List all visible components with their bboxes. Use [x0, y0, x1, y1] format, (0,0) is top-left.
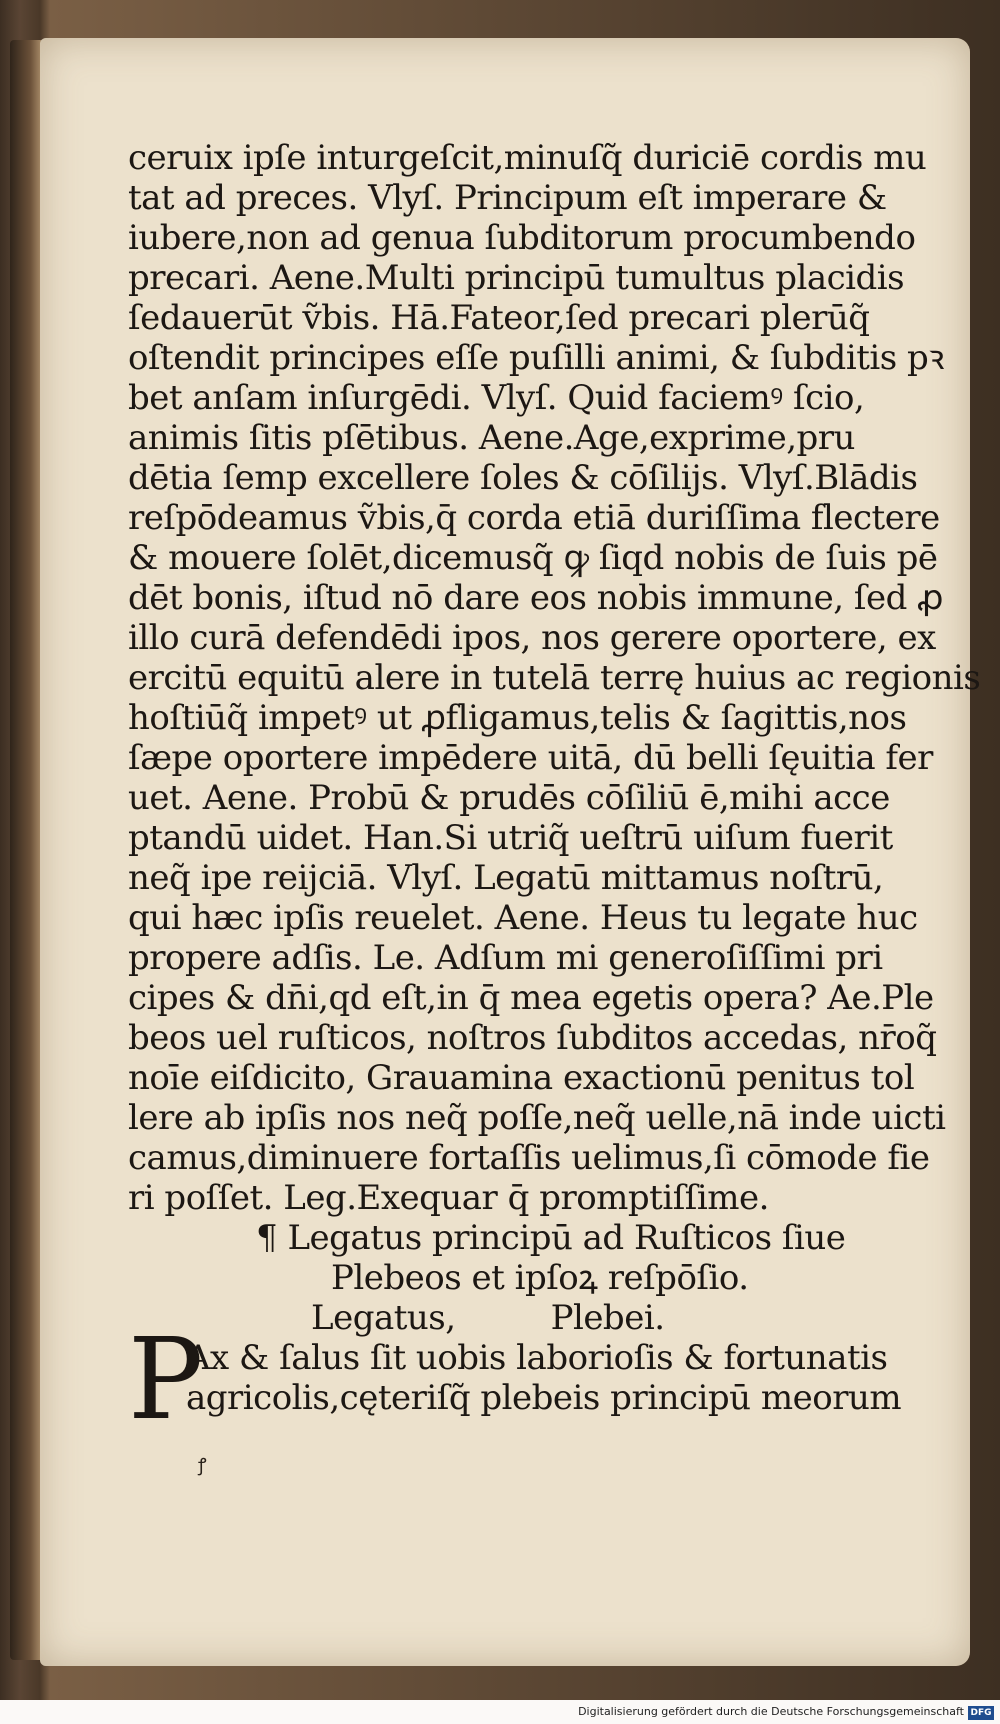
text-line: ſæpe oportere impēdere uitā, dū belli ſęuitia fer: [128, 738, 933, 778]
text-line: oſtendit principes eſſe puſilli animi, & ſubditis pꝛ: [128, 338, 944, 378]
drop-cap-initial: P: [128, 1315, 203, 1445]
section-heading-line-1: ¶ Legatus principū ad Ruſticos ſiue: [256, 1218, 846, 1258]
text-line: ercitū equitū alere in tutelā terrę huius ac regionis: [128, 658, 981, 698]
text-line: lere ab ipſis nos neq̃ poſſe,neq̃ uelle,nā inde uicti: [128, 1098, 946, 1138]
text-line: reſpōdeamus ṽbis,q̄ corda etiā duriſſima flectere: [128, 498, 940, 538]
text-line: beos uel ruſticos, noſtros ſubditos accedas, nr̄oq̃: [128, 1018, 937, 1058]
text-line: Ax & ſalus ſit uobis laborioſis & fortunatis: [186, 1338, 888, 1378]
text-line: cipes & dn̄i,qd eſt,in q̄ mea egetis opera? Ae.Ple: [128, 978, 934, 1018]
text-line: noīe eiſdicito, Grauamina exactionū penitus tol: [128, 1058, 915, 1098]
text-line: dētia ſemp excellere ſoles & cōſilijs. Vlyſ.Blādis: [128, 458, 918, 498]
funding-credit: Digitalisierung gefördert durch die Deutsche Forschungsgemeinschaft: [578, 1705, 964, 1718]
footer-bar: [0, 1700, 1000, 1724]
text-line: & mouere ſolēt,dicemusq̃ ꝙ ſiqd nobis de ſuis pē: [128, 538, 938, 578]
text-line: dēt bonis, iſtud nō dare eos nobis immune, ſed ꝓ: [128, 578, 944, 618]
text-line: agricolis,cęteriſq̃ plebeis principū meorum: [186, 1378, 902, 1418]
text-line: bet anſam inſurgēdi. Vlyſ. Quid faciemꝰ ſcio,: [128, 378, 865, 418]
text-line: ceruix ipſe inturgeſcit,minuſq̃ duriciē cordis mu: [128, 138, 927, 178]
speaker-legatus: Legatus,: [311, 1298, 456, 1338]
text-line: tat ad preces. Vlyſ. Principum eſt imperare &: [128, 178, 887, 218]
dfg-logo: DFG: [968, 1706, 994, 1720]
text-line: camus,diminuere fortaſſis uelimus,ſi cōmode fie: [128, 1138, 930, 1178]
text-line: qui hæc ipſis reuelet. Aene. Heus tu legate huc: [128, 898, 918, 938]
speaker-labels: [128, 1298, 928, 1338]
text-line: illo curā defendēdi ipos, nos gerere oportere, ex: [128, 618, 936, 658]
text-line: propere adſis. Le. Adſum mi generoſiſſimi pri: [128, 938, 883, 978]
text-line: uet. Aene. Probū & prudēs cōſiliū ē,mihi acce: [128, 778, 890, 818]
section-heading-line-2: Plebeos et ipſoꝝ reſpōſio.: [331, 1258, 749, 1298]
book-spine: [10, 40, 44, 1660]
speaker-plebei: Plebei.: [550, 1298, 665, 1338]
text-line: iubere,non ad genua ſubditorum procumbendo: [128, 218, 916, 258]
printer-mark: ꝭ: [198, 1455, 207, 1476]
text-line: neq̃ ipe reijciā. Vlyſ. Legatū mittamus noſtrū,: [128, 858, 884, 898]
text-line: ptandū uidet. Han.Si utriq̃ ueſtrū uiſum fuerit: [128, 818, 893, 858]
text-line: ſedauerūt ṽbis. Hā.Fateor,ſed precari plerūq̃: [128, 298, 870, 338]
body-text: [128, 138, 981, 1338]
text-line: ri poſſet. Leg.Exequar q̄ promptiſſime.: [128, 1178, 769, 1218]
text-line: precari. Aene.Multi principū tumultus placidis: [128, 258, 905, 298]
text-line: animis ſitis pſētibus. Aene.Age,exprime,pru: [128, 418, 855, 458]
text-line: hoſtiūq̃ impetꝰ ut ꝓfligamus,telis & ſagittis,nos: [128, 698, 907, 738]
